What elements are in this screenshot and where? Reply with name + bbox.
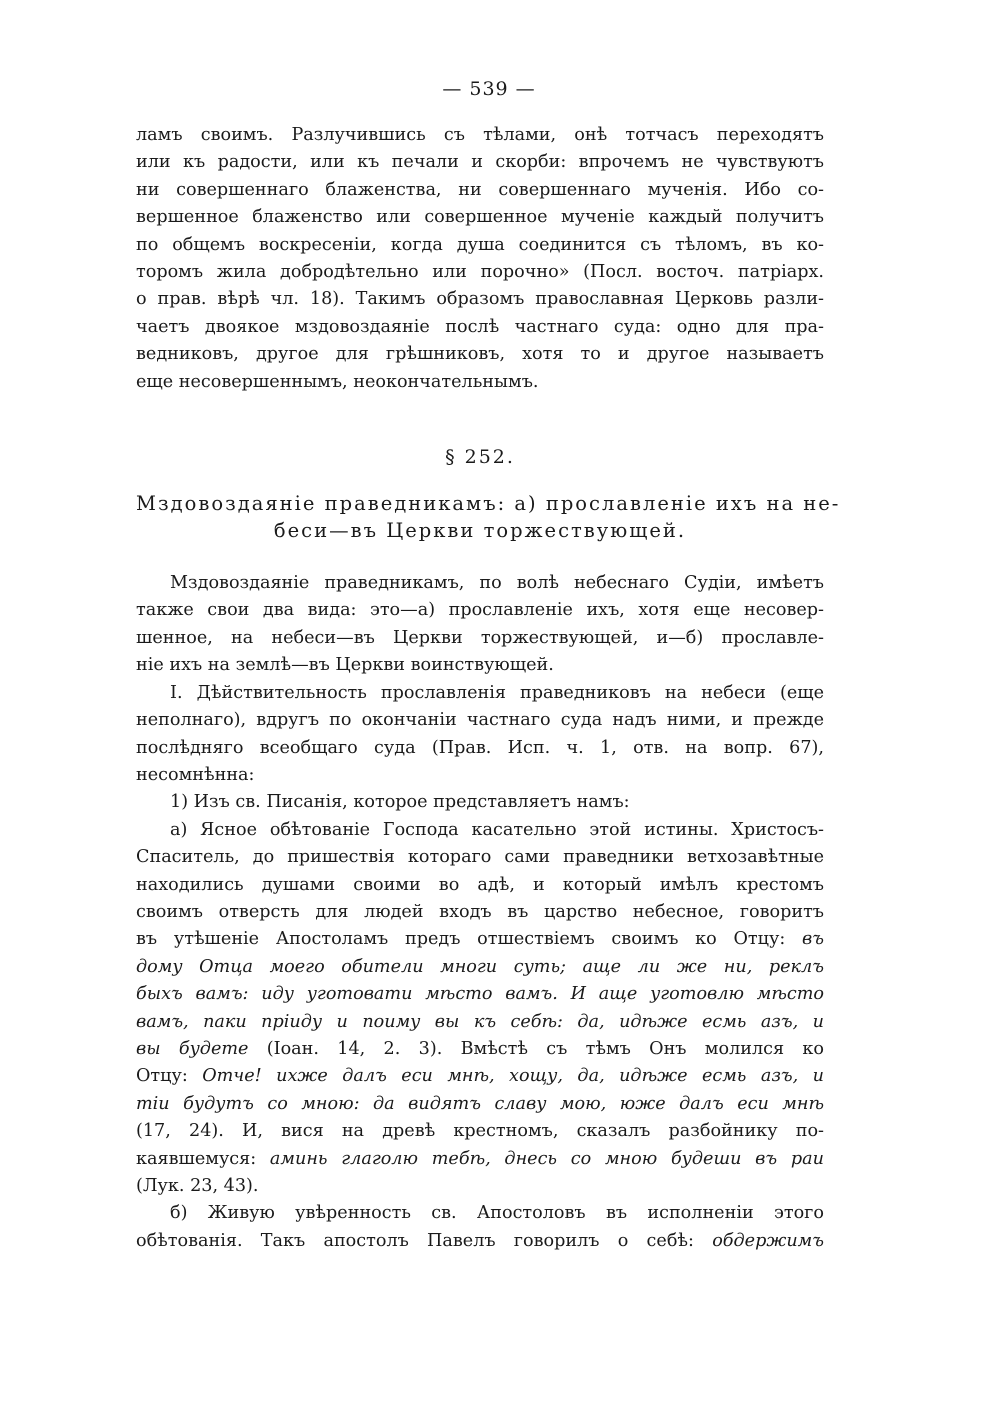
paragraph-scripture-point <box>136 789 824 816</box>
section-title <box>136 490 841 544</box>
text-line: Мздовоздаяніе праведникамъ, по волѣ небеснаго Судіи, имѣетъ <box>170 573 824 594</box>
text-line: 1) Изъ св. Писанія, которое представляетъ намъ: <box>170 792 630 813</box>
text-fragment: Отцу: <box>136 1066 203 1087</box>
paragraph-apostles-assurance <box>136 1200 824 1255</box>
quote-fragment: тіи будутъ со мною: да видятъ славу мою, юже далъ еси мнѣ <box>136 1093 824 1114</box>
text-line: также свои два вида: это—а) прославленіе ихъ, хотя еще несовер- <box>136 600 824 621</box>
text-line: находились душами своими во адѣ, и который имѣлъ крестомъ <box>136 874 824 895</box>
quote-fragment: въ <box>802 929 824 950</box>
text-fragment: каявшемуся: <box>136 1148 270 1169</box>
paragraph-lord-promise <box>136 817 824 1201</box>
text-line <box>136 1091 824 1118</box>
text-line: б) Живую увѣренность св. Апостоловъ въ исполненіи этого <box>170 1203 824 1224</box>
text-line: неполнаго), вдругъ по окончаніи частнаго суда надъ ними, и прежде <box>136 710 824 731</box>
intro-paragraph <box>136 122 824 396</box>
text-line <box>136 1009 824 1036</box>
text-line <box>136 1146 824 1173</box>
text-line: несомнѣнна: <box>136 764 255 785</box>
quote-fragment: обдержимъ <box>712 1230 824 1251</box>
quote-fragment: быхъ вамъ: иду уготовати мѣсто вамъ. И аще уготовлю мѣсто <box>136 984 824 1005</box>
text-line: торомъ жила добродѣтельно или порочно» (Посл. восточ. патріарх. <box>136 262 824 283</box>
text-line <box>136 926 824 953</box>
text-line <box>136 1063 824 1090</box>
text-line: вершенное блаженство или совершенное мученіе каждый получитъ <box>136 207 824 228</box>
quote-fragment: Отче! ихже далъ еси мнѣ, хощу, да, идѣже есмь азъ, и <box>202 1066 825 1087</box>
quote-fragment: дому Отца моего обители многи суть; аще ли же ни, реклъ <box>136 956 824 977</box>
text-line: о прав. вѣрѣ чл. 18). Такимъ образомъ православная Церковь разли- <box>136 289 824 310</box>
book-page <box>136 78 841 1255</box>
page-number: — 539 — <box>442 78 536 100</box>
text-line: ніе ихъ на землѣ—въ Церкви воинствующей. <box>136 655 554 676</box>
text-line: Спаситель, до пришествія котораго сами праведники ветхозавѣтные <box>136 847 824 868</box>
text-line: или къ радости, или къ печали и скорби: впрочемъ не чувствуютъ <box>136 152 824 173</box>
paragraph-reality-of-glorification <box>136 680 824 790</box>
text-line: своимъ отверсть для людей входъ въ царство небесное, говоритъ <box>136 901 824 922</box>
text-line: (Лук. 23, 43). <box>136 1176 259 1196</box>
text-line: послѣдняго всеобщаго суда (Прав. Исп. ч. 1, отв. на вопр. 67), <box>136 737 824 758</box>
text-line: (17, 24). И, вися на древѣ крестномъ, сказалъ разбойнику по- <box>136 1121 824 1142</box>
text-line: чаетъ двоякое мздовоздаяніе послѣ частнаго суда: одно для пра- <box>136 316 824 337</box>
text-fragment: обѣтованія. Такъ апостолъ Павелъ говорилъ о себѣ: <box>136 1230 713 1251</box>
section-number: § 252. <box>445 446 515 469</box>
section-title-line: беси—въ Церкви торжествующей. <box>273 519 687 543</box>
text-line: ни совершеннаго блаженства, ни совершеннаго мученія. Ибо со- <box>136 179 824 200</box>
text-line <box>136 981 824 1008</box>
text-fragment: въ утѣшеніе Апостоламъ предъ отшествіемъ своимъ ко Отцу: <box>136 929 803 950</box>
text-line: по общемъ воскресеніи, когда душа соединится съ тѣломъ, въ ко- <box>136 234 824 255</box>
text-line: ведниковъ, другое для грѣшниковъ, хотя то и другое называетъ <box>136 344 824 365</box>
text-fragment: (Іоан. 14, 2. 3). Вмѣстѣ съ тѣмъ Онъ молился ко <box>248 1038 824 1059</box>
text-line: еще несовершеннымъ, неокончательнымъ. <box>136 371 539 392</box>
text-line <box>136 1036 824 1063</box>
text-line: шенное, на небеси—въ Церкви торжествующей, и—б) прославле- <box>136 627 824 648</box>
text-line <box>136 954 824 981</box>
text-line: ламъ своимъ. Разлучившись съ тѣлами, онѣ тотчасъ переходятъ <box>136 125 824 145</box>
paragraph-rewards-kinds <box>136 570 824 680</box>
text-line: I. Дѣйствительность прославленія праведниковъ на небеси (еще <box>170 682 824 703</box>
section-title-line: Мздовоздаяніе праведникамъ: а) прославленіе ихъ на не- <box>136 492 841 516</box>
quote-fragment: вамъ, паки пріиду и поиму вы къ себѣ: да, идѣже есмь азъ, и <box>136 1011 824 1032</box>
text-line: а) Ясное обѣтованіе Господа касательно этой истины. Христосъ- <box>170 819 824 840</box>
text-line <box>136 1228 824 1255</box>
quote-fragment: аминь глаголю тебѣ, днесь со мною будеши въ раи <box>269 1148 824 1169</box>
quote-fragment: вы будете <box>136 1038 249 1059</box>
